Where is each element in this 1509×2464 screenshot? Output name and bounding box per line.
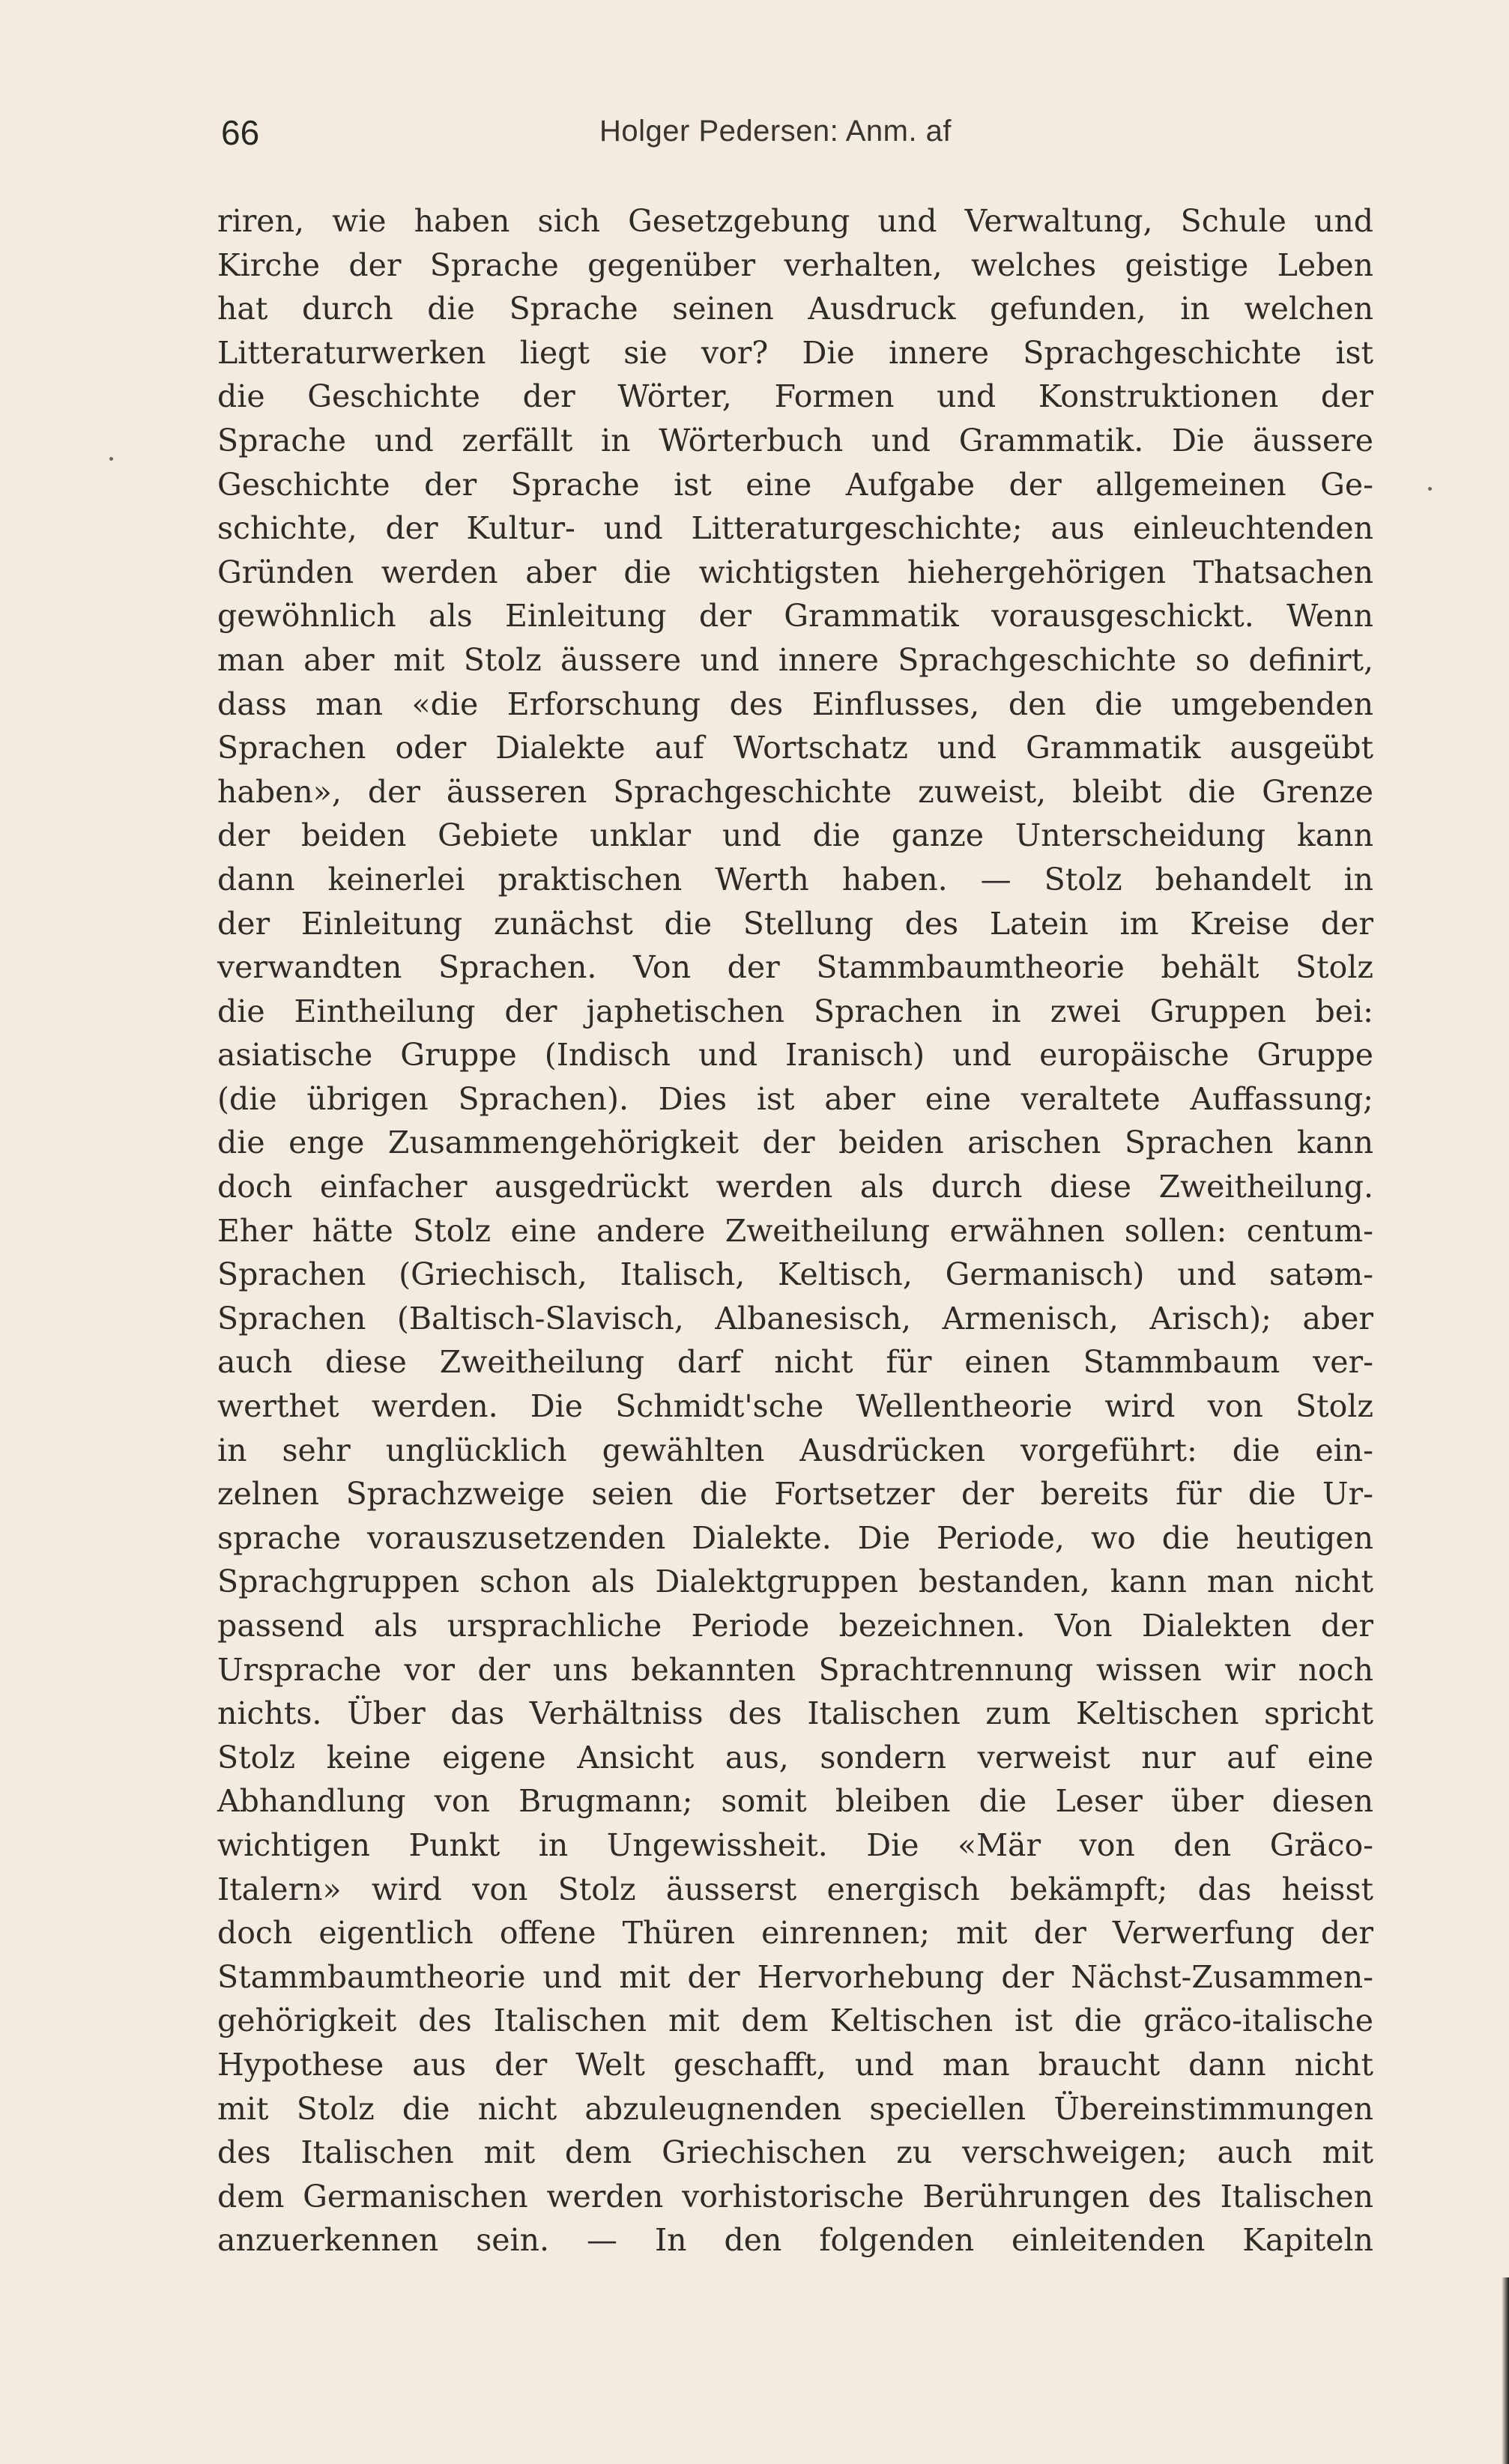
- text-line: Geschichte der Sprache ist eine Aufgabe der allgemeinen Ge-: [217, 466, 1373, 503]
- text-line: gewöhnlich als Einleitung der Grammatik vorausgeschickt. Wenn: [217, 598, 1373, 635]
- text-line: dann keinerlei praktischen Werth haben. — Stolz behandelt in: [217, 861, 1373, 897]
- body-text: [217, 199, 1373, 2262]
- text-line: asiatische Gruppe (Indisch und Iranisch) und europäische Gruppe: [217, 1037, 1373, 1074]
- page-header: [217, 112, 1371, 157]
- text-line: man aber mit Stolz äussere und innere Sprachgeschichte so definirt,: [217, 641, 1373, 678]
- text-line: die enge Zusammengehörigkeit der beiden arischen Sprachen kann: [217, 1124, 1373, 1161]
- text-line: (die übrigen Sprachen). Dies ist aber eine veraltete Auffassung;: [217, 1080, 1373, 1117]
- text-line: sprache vorauszusetzenden Dialekte. Die Periode, wo die heutigen: [217, 1519, 1373, 1556]
- text-line: gehörigkeit des Italischen mit dem Keltischen ist die gräco-italische: [217, 2003, 1373, 2039]
- text-line: werthet werden. Die Schmidt'sche Wellentheorie wird von Stolz: [217, 1388, 1373, 1425]
- text-line: des Italischen mit dem Griechischen zu verschweigen; auch mit: [217, 2134, 1373, 2171]
- text-line: dass man «die Erforschung des Einflusses, den die umgebenden: [217, 685, 1373, 722]
- text-line: wichtigen Punkt in Ungewissheit. Die «Mär von den Gräco-: [217, 1826, 1373, 1863]
- text-line: doch eigentlich offene Thüren einrennen; mit der Verwerfung der: [217, 1915, 1373, 1952]
- text-line: Litteraturwerken liegt sie vor? Die innere Sprachgeschichte ist: [217, 334, 1373, 371]
- text-line: Sprachen (Griechisch, Italisch, Keltisch, Germanisch) und satəm-: [217, 1256, 1373, 1293]
- text-line: Sprachen oder Dialekte auf Wortschatz und Grammatik ausgeübt: [217, 730, 1373, 766]
- scan-edge-shadow: [1502, 2277, 1509, 2464]
- text-line: Sprache und zerfällt in Wörterbuch und Grammatik. Die äussere: [217, 422, 1373, 458]
- text-line: mit Stolz die nicht abzuleugnenden speciellen Übereinstimmungen: [217, 2090, 1373, 2127]
- text-line: anzuerkennen sein. — In den folgenden einleitenden Kapiteln: [217, 2222, 1373, 2259]
- text-line: Gründen werden aber die wichtigsten hiehergehörigen Thatsachen: [217, 554, 1373, 590]
- scan-speck: [109, 457, 113, 461]
- text-line: Kirche der Sprache gegenüber verhalten, welches geistige Leben: [217, 246, 1373, 283]
- scan-speck: [1428, 487, 1432, 491]
- text-line: haben», der äusseren Sprachgeschichte zuweist, bleibt die Grenze: [217, 773, 1373, 810]
- text-line: verwandten Sprachen. Von der Stammbaumtheorie behält Stolz: [217, 949, 1373, 986]
- text-line: dem Germanischen werden vorhistorische Berührungen des Italischen: [217, 2178, 1373, 2215]
- text-line: der beiden Gebiete unklar und die ganze Unterscheidung kann: [217, 817, 1373, 854]
- text-line: nichts. Über das Verhältniss des Italischen zum Keltischen spricht: [217, 1695, 1373, 1732]
- text-line: riren, wie haben sich Gesetzgebung und Verwaltung, Schule und: [217, 203, 1373, 239]
- text-line: in sehr unglücklich gewählten Ausdrücken vorgeführt: die ein-: [217, 1432, 1373, 1468]
- page-number: 66: [221, 113, 260, 152]
- text-line: Eher hätte Stolz eine andere Zweitheilung erwähnen sollen: centum-: [217, 1212, 1373, 1249]
- text-line: die Eintheilung der japhetischen Sprachen in zwei Gruppen bei:: [217, 993, 1373, 1029]
- text-line: doch einfacher ausgedrückt werden als durch diese Zweitheilung.: [217, 1169, 1373, 1205]
- text-line: passend als ursprachliche Periode bezeichnen. Von Dialekten der: [217, 1608, 1373, 1644]
- text-line: zelnen Sprachzweige seien die Fortsetzer der bereits für die Ur-: [217, 1476, 1373, 1513]
- text-line: Abhandlung von Brugmann; somit bleiben die Leser über diesen: [217, 1783, 1373, 1820]
- text-line: Sprachen (Baltisch-Slavisch, Albanesisch, Armenisch, Arisch); aber: [217, 1300, 1373, 1337]
- text-line: Italern» wird von Stolz äusserst energisch bekämpft; das heisst: [217, 1871, 1373, 1907]
- text-line: Hypothese aus der Welt geschafft, und man braucht dann nicht: [217, 2046, 1373, 2083]
- text-line: die Geschichte der Wörter, Formen und Konstruktionen der: [217, 378, 1373, 415]
- text-line: Ursprache vor der uns bekannten Sprachtrennung wissen wir noch: [217, 1651, 1373, 1688]
- text-line: auch diese Zweitheilung darf nicht für einen Stammbaum ver-: [217, 1344, 1373, 1381]
- text-line: der Einleitung zunächst die Stellung des Latein im Kreise der: [217, 905, 1373, 942]
- text-line: schichte, der Kultur- und Litteraturgeschichte; aus einleuchtenden: [217, 510, 1373, 547]
- text-line: Stolz keine eigene Ansicht aus, sondern verweist nur auf eine: [217, 1739, 1373, 1776]
- text-line: Sprachgruppen schon als Dialektgruppen bestanden, kann man nicht: [217, 1564, 1373, 1600]
- text-line: hat durch die Sprache seinen Ausdruck gefunden, in welchen: [217, 291, 1373, 327]
- text-line: Stammbaumtheorie und mit der Hervorhebung der Nächst-Zusammen-: [217, 1958, 1373, 1995]
- running-title: Holger Pedersen: Anm. af: [599, 115, 952, 148]
